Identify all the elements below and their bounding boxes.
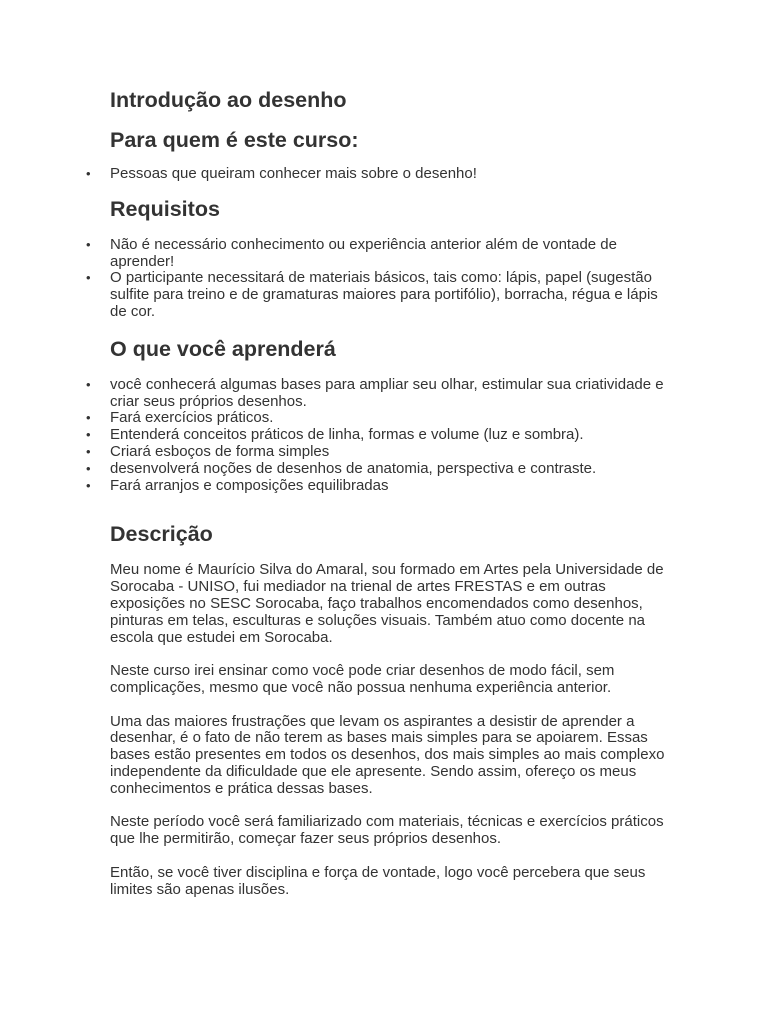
bullet-icon: • <box>86 236 91 252</box>
learn-heading: O que você aprenderá <box>110 336 336 361</box>
description-heading: Descrição <box>110 522 213 547</box>
bullet-icon: • <box>86 410 91 426</box>
description-paragraph: Meu nome é Maurício Silva do Amaral, sou formado em Artes pela Universidade de Sorocaba - UNISO, fui mediador na trienal de artes FRESTAS e em outras exposições no SESC Sorocaba, faço trabalhos encomendados como desenhos, pinturas em telas, esculturas e soluções visuais. Também atuo como docente na escola que estudei em Sorocaba. <box>110 561 664 646</box>
bullet-icon: • <box>86 376 91 392</box>
list-item-text: Criará esboços de forma simples <box>110 442 330 460</box>
audience-list <box>86 165 670 183</box>
list-item <box>86 269 670 320</box>
list-item <box>86 476 670 495</box>
list-item-text: Entenderá conceitos práticos de linha, formas e volume (luz e sombra). <box>110 426 584 444</box>
document-content <box>86 82 670 898</box>
learn-list <box>86 375 670 495</box>
list-item-text: você conhecerá algumas bases para ampliar seu olhar, estimular sua criatividade e criar seus próprios desenhos. <box>110 375 664 410</box>
list-item-text: O participante necessitará de materiais básicos, tais como: lápis, papel (sugestão sulfite para treino e de gramaturas maiores para portifólio), borracha, régua e lápis de cor. <box>110 269 658 320</box>
bullet-icon: • <box>86 427 91 443</box>
description-paragraph: Neste curso irei ensinar como você pode criar desenhos de modo fácil, sem complicações, mesmo que você não possua nenhuma experiência anterior. <box>110 662 615 696</box>
bullet-icon: • <box>86 270 91 286</box>
bullet-icon: • <box>86 477 91 493</box>
requirements-heading: Requisitos <box>110 196 220 221</box>
description-paragraph: Uma das maiores frustrações que levam os aspirantes a desistir de aprender a desenhar, é o fato de não terem as bases mais simples para se apoiarem. Essas bases estão presentes em todos os desenhos, dos mais simples ao mais complexo independente da dificuldade que ele apresente. Sendo assim, ofereço os meus conhecimentos e prática dessas bases. <box>110 712 665 797</box>
list-item-text: Fará exercícios práticos. <box>110 409 274 427</box>
list-item <box>86 409 670 427</box>
description-paragraph: Neste período você será familiarizado com materiais, técnicas e exercícios práticos que lhe permitirão, começar fazer seus próprios desenhos. <box>110 813 664 848</box>
list-item <box>86 426 670 444</box>
list-item-text: Pessoas que queiram conhecer mais sobre o desenho! <box>110 165 477 182</box>
description-paragraph: Então, se você tiver disciplina e força de vontade, logo você percebera que seus limites são apenas ilusões. <box>110 863 646 898</box>
page-title: Introdução ao desenho <box>110 88 347 112</box>
bullet-icon: • <box>86 460 91 476</box>
audience-heading: Para quem é este curso: <box>110 128 359 152</box>
list-item <box>86 375 670 411</box>
bullet-icon: • <box>86 443 91 459</box>
list-item <box>86 459 670 478</box>
list-item <box>86 165 670 183</box>
requirements-list <box>86 235 670 321</box>
list-item-text: Não é necessário conhecimento ou experiência anterior além de vontade de aprender! <box>110 235 617 270</box>
bullet-icon: • <box>86 166 91 181</box>
list-item-text: Fará arranjos e composições equilibradas <box>110 476 389 494</box>
list-item <box>86 235 670 271</box>
list-item <box>86 442 670 461</box>
list-item-text: desenvolverá noções de desenhos de anatomia, perspectiva e contraste. <box>110 459 597 477</box>
